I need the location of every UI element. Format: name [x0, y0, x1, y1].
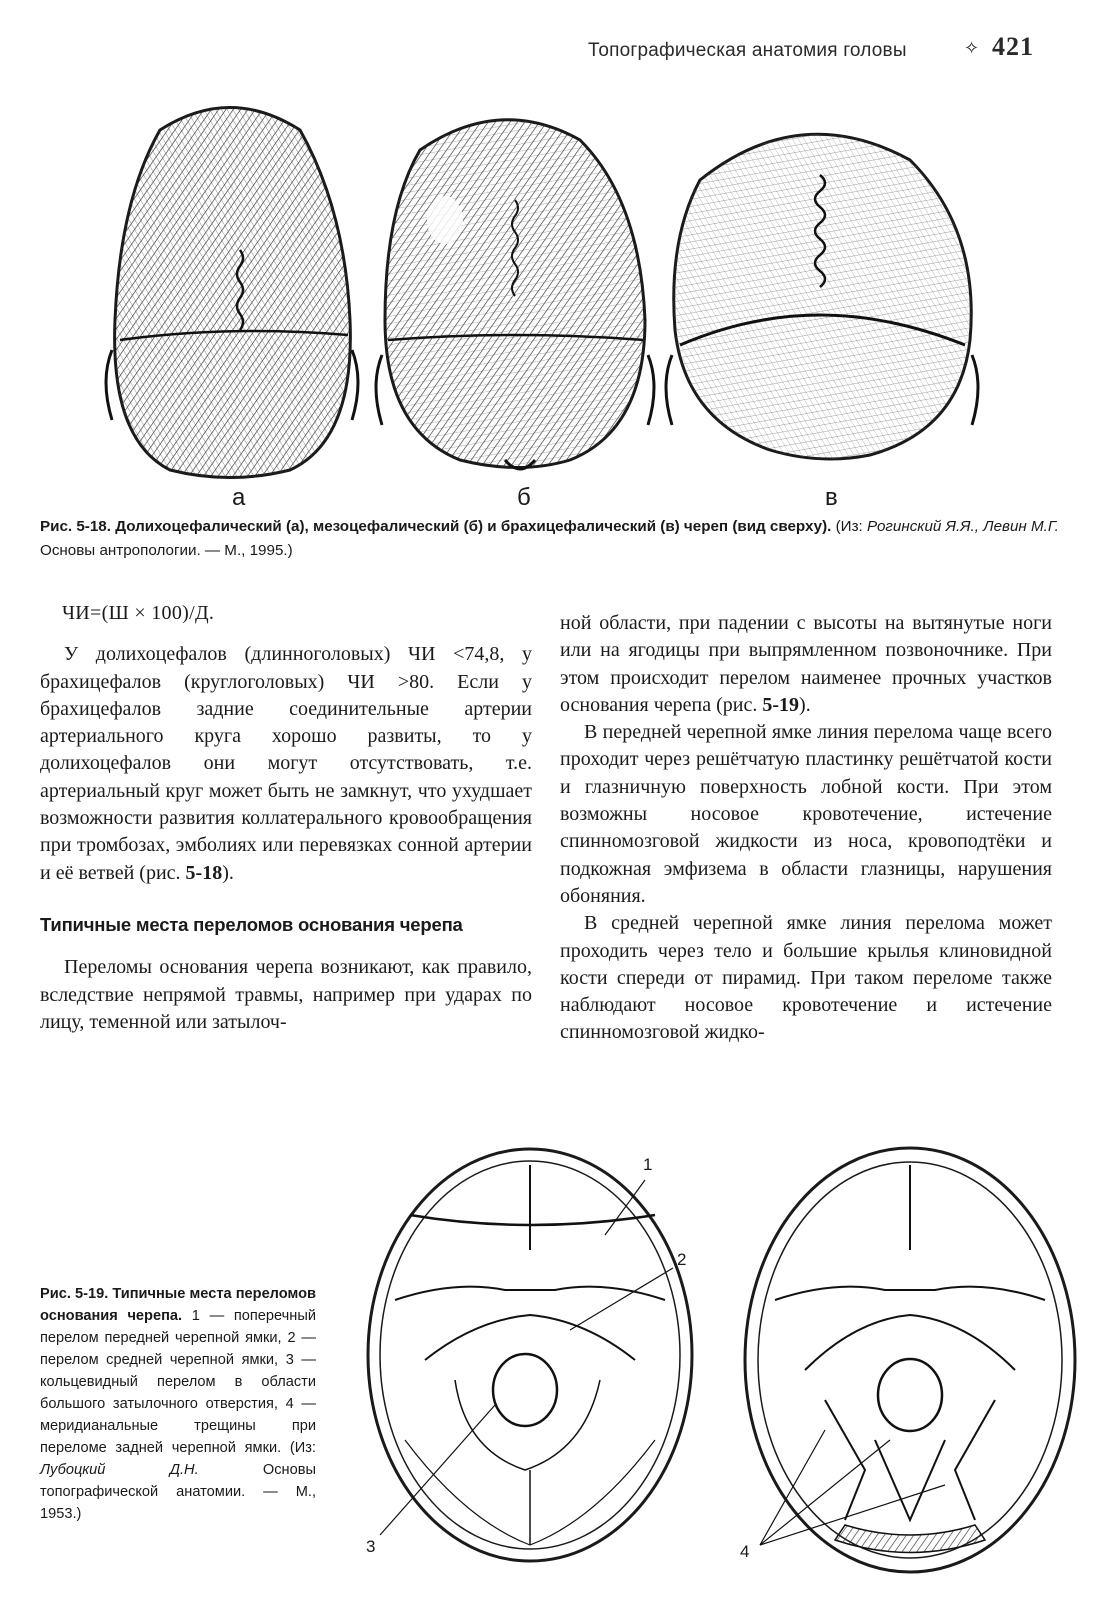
skull-label-c: в	[825, 484, 838, 511]
caption-5-19-source: Основы топографической анатомии. — М., 1953.)	[40, 1462, 316, 1522]
skull-base-right	[745, 1148, 1075, 1572]
caption-5-19-source-prefix: (Из:	[289, 1440, 316, 1456]
running-head	[560, 34, 1060, 64]
callout-1: 1	[643, 1155, 653, 1174]
right-paragraph-1-text: ной области, при падении с высоты на вытянутые ноги или на ягодицы при выпрямленном позвоночнике. При этом происходит перелом наименее прочных участков основания черепа (рис.	[560, 612, 1052, 716]
caption-5-18-source: Основы антропологии. — М., 1995.)	[40, 542, 293, 559]
left-paragraph-1	[40, 641, 532, 887]
right-paragraph-1-end: ).	[799, 693, 811, 716]
skull-b-mesocephalic	[376, 120, 654, 469]
caption-5-18-number: Рис. 5-18.	[40, 518, 111, 535]
left-paragraph-1-text: У долихоцефалов (длинноголовых) ЧИ <74,8, у брахицефалов (круглоголовых) ЧИ >80. Если у брахицефалов задние соединительные артерии артериального круга хорошо развиты, то у долихоцефалов они могут отсутствовать, т.е. артериальный круг может быть не замкнут, что ухудшает возможности развития коллатерального кровообращения при тромбозах, эмболиях или перевязках сонной артерии и её ветвей (рис.	[40, 643, 532, 884]
page-number: 421	[992, 32, 1034, 61]
right-paragraph-1	[560, 610, 1052, 719]
caption-5-19-title: Типичные места переломов основания черепа.	[40, 1286, 316, 1324]
right-text-column	[560, 610, 1052, 1047]
left-text-column	[40, 600, 532, 1036]
figure-5-19-caption	[40, 1283, 316, 1525]
right-paragraph-3: В средней черепной ямке линия перелома может проходить через тело и большие крылья клиновидной кости спереди от пирамид. При таком переломе также наблюдают носовое кровотечение и истечение спинномозговой жидко-	[560, 912, 1052, 1044]
caption-5-18-source-prefix: (Из:	[835, 518, 863, 535]
left-paragraph-1-end: ).	[222, 861, 234, 884]
right-paragraph-2: В передней черепной ямке линия перелома чаще всего проходит через решётчатую пластинку решётчатой кости и глазничную поверхность лобной кости. При этом возможны носовое кровотечение, истечение спинномозговой жидкости из носа, кровоподтёки и подкожная эмфизема в области глазницы, нарушения обоняния.	[560, 721, 1052, 907]
figure-ref-5-19: 5-19	[762, 693, 800, 716]
callout-3: 3	[366, 1537, 376, 1556]
callout-2: 2	[677, 1250, 687, 1269]
caption-5-18-authors: Рогинский Я.Я., Левин М.Г.	[867, 518, 1059, 535]
cephalic-index-formula: ЧИ=(Ш × 100)/Д.	[62, 602, 215, 624]
figure-5-19-skull-base-illustrations	[355, 1140, 1095, 1580]
skull-c-brachycephalic	[666, 134, 978, 459]
running-title: Топографическая анатомия головы	[588, 40, 907, 61]
caption-5-19-number: Рис. 5-19.	[40, 1286, 109, 1302]
diamond-ornament-icon: ✧	[964, 38, 980, 58]
skull-label-a: а	[232, 484, 246, 511]
caption-5-19-body: 1 — поперечный перелом передней черепной ямки, 2 — перелом средней черепной ямки, 3 — кольцевидный перелом в области большого затылочного отверстия, 4 — меридианальные трещины при переломе задней черепной ямки.	[40, 1308, 316, 1456]
figure-ref-5-18: 5-18	[185, 861, 223, 884]
skull-label-b: б	[517, 484, 531, 511]
figure-5-18-skull-illustrations	[100, 90, 1000, 490]
figure-5-18-caption	[40, 515, 1060, 563]
callout-4: 4	[740, 1542, 750, 1561]
left-paragraph-2: Переломы основания черепа возникают, как правило, вследствие непрямой травмы, например при ударах по лицу, теменной или затылоч-	[40, 956, 532, 1033]
skull-a-dolichocephalic	[106, 108, 358, 478]
section-heading: Типичные места переломов основания черепа	[40, 913, 463, 935]
skull-base-left	[368, 1149, 692, 1561]
caption-5-18-title: Долихоцефалический (а), мезоцефалический (б) и брахицефалический (в) череп (вид сверху).	[115, 518, 832, 535]
caption-5-19-author: Лубоцкий Д.Н.	[40, 1462, 199, 1478]
